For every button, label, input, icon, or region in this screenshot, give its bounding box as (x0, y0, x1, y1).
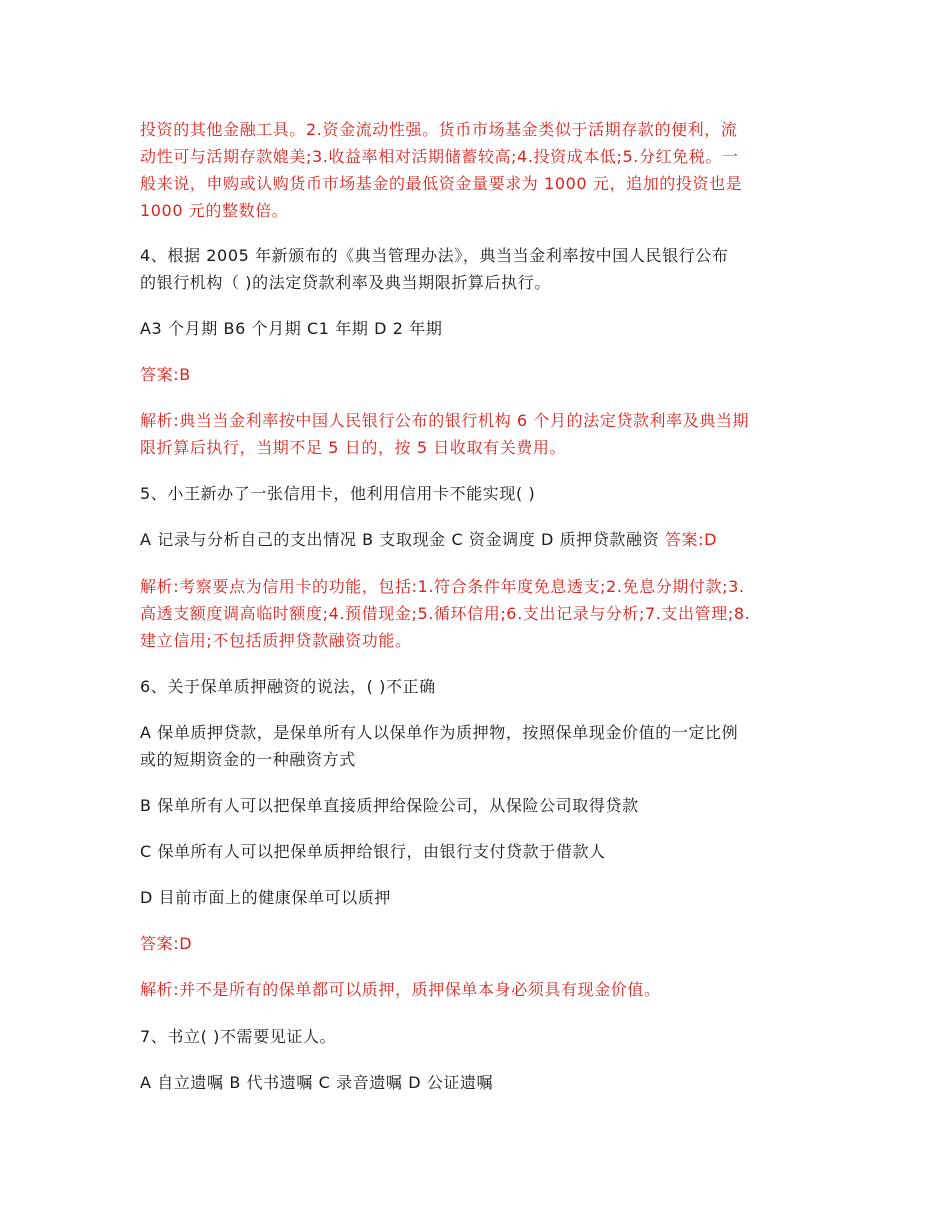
q6-option-a-line-2: 或的短期资金的一种融资方式 (140, 750, 356, 769)
q7-options: A 自立遗嘱 B 代书遗嘱 C 录音遗嘱 D 公证遗嘱 (140, 1073, 494, 1092)
q4-question-line-1: 4、根据 2005 年新颁布的《典当管理办法》，典当当金利率按中国人民银行公布 (140, 246, 729, 265)
q5-question: 5、小王新办了一张信用卡，他利用信用卡不能实现( ) (140, 484, 536, 503)
q3-analysis-line-1: 投资的其他金融工具。2.资金流动性强。货币市场基金类似于活期存款的便利，流 (140, 120, 738, 139)
q4-answer: 答案:B (140, 365, 191, 384)
q6-option-b: B 保单所有人可以把保单直接质押给保险公司，从保险公司取得贷款 (140, 796, 639, 815)
q5-options: A 记录与分析自己的支出情况 B 支取现金 C 资金调度 D 质押贷款融资 (140, 530, 660, 549)
q4-analysis-line-2: 限折算后执行，当期不足 5 日的，按 5 日收取有关费用。 (140, 438, 567, 457)
q6-answer: 答案:D (140, 934, 193, 953)
q4-analysis-line-1: 解析:典当当金利率按中国人民银行公布的银行机构 6 个月的法定贷款利率及典当期 (140, 411, 750, 430)
q4-question-line-2: 的银行机构（ )的法定贷款利率及典当期限折算后执行。 (140, 273, 551, 292)
q6-question: 6、关于保单质押融资的说法，( )不正确 (140, 677, 436, 696)
q5-analysis-line-2: 高透支额度调高临时额度;4.预借现金;5.循环信用;6.支出记录与分析;7.支出管理;8. (140, 604, 751, 623)
q6-analysis: 解析:并不是所有的保单都可以质押，质押保单本身必须具有现金价值。 (140, 980, 661, 999)
q3-analysis-line-2: 动性可与活期存款媲美;3.收益率相对活期储蓄较高;4.投资成本低;5.分红免税。一 (140, 147, 739, 166)
q5-options-row (140, 527, 717, 553)
q4-options: A3 个月期 B6 个月期 C1 年期 D 2 年期 (140, 319, 443, 338)
q7-question: 7、书立( )不需要见证人。 (140, 1027, 337, 1046)
q6-option-c: C 保单所有人可以把保单质押给银行，由银行支付贷款于借款人 (140, 842, 606, 861)
q3-analysis-line-4: 1000 元的整数倍。 (140, 201, 289, 220)
q5-analysis-line-1: 解析:考察要点为信用卡的功能，包括:1.符合条件年度免息透支;2.免息分期付款;3. (140, 577, 745, 596)
q5-answer: 答案:D (664, 530, 718, 549)
q6-option-a-line-1: A 保单质押贷款，是保单所有人以保单作为质押物，按照保单现金价值的一定比例 (140, 723, 739, 742)
q6-option-d: D 目前市面上的健康保单可以质押 (140, 888, 392, 907)
q5-analysis-line-3: 建立信用;不包括质押贷款融资功能。 (140, 631, 412, 650)
q3-analysis-line-3: 般来说，申购或认购货币市场基金的最低资金量要求为 1000 元，追加的投资也是 (140, 174, 743, 193)
